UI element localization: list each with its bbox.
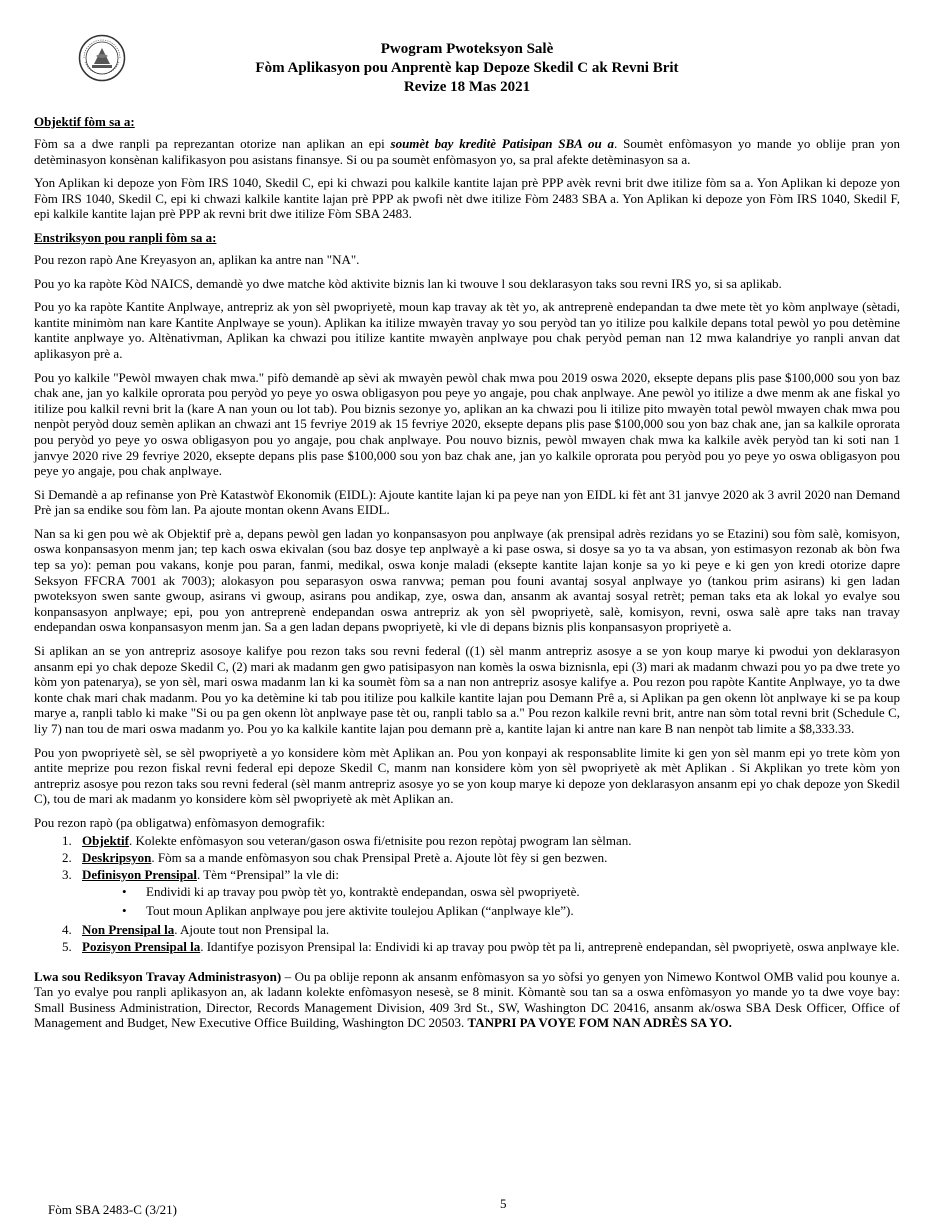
demographic-intro: Pou rezon rapò (pa obligatwa) enfòmasyon demografik:: [34, 814, 325, 830]
instructions-paragraph-2: Pou yo ka rapòte Kòd NAICS, demandè yo dwe matche kòd aktivite biznis lan ki twouve l sou deklarasyon taks sou revni IRS yo, si sa aplikab.: [34, 275, 782, 291]
objective-heading: Objektif fòm sa a:: [34, 114, 135, 129]
bullet-item: • Endividi ki ap travay pou pwòp tèt yo, kontraktè endepandan, oswa sèl pwopriyetè.: [122, 884, 900, 900]
instructions-paragraph-3: Pou yo ka rapòte Kantite Anplwaye, antrepriz ak yon sèl pwopriyetè, moun kap travay ak tèt yo, ak antreprenè endepandan ta dwe mete tèt yo kòm anplwaye (sètadi, kantite minimòm nan kare Kantite Anplwaye se youn). Aplikan ka itilize mwayèn travay yo sou peryòd tan yo itilize pou kalkile depans total pewòl yo pou detèmine kantite anplwaye yo. Altènativman, Aplikan ka chwazi pou itilize kantite mwayèn anplwaye pou chak peryòd peman nan 12 mwa kalandriye yo ranpli anvan dat aplikasyon prè a.: [34, 299, 900, 361]
objective-paragraph-2: Yon Aplikan ki depoze yon Fòm IRS 1040, Skedil C, epi ki chwazi pou kalkile kantite lajan prè PPP avèk revni brit dwe itilize fòm sa a. Yon Aplikan ki depoze yon Fòm IRS 1040, Skedil C, epi ki chwazi kalkile kantite lajan prè PPP ak pwofi nèt dwe itilize Fòm 2483 SBA a. Yon Aplikan ki depoze yon Fòm IRS 1040, Skedil F, epi kalkile kantite lajan prè PPP ak revni brit dwe itilize Fòm SBA 2483.: [34, 175, 900, 222]
list-item: 5. Pozisyon Prensipal la. Idantifye pozisyon Prensipal la: Endividi ki ap travay pou pwòp tèt pa li, antreprenè endepandan, sèl pwopriyetè, oswa anplwaye kle.: [62, 938, 900, 954]
instructions-paragraph-8: Pou yon pwopriyetè sèl, se sèl pwopriyetè a yo konsidere kòm mèt Aplikan an. Pou yon konpayi ak responsablite limite ki gen yon sèl manm epi yo trete kòm yon antite meprize pou rezon fiskal revni federal epi depoze Skedil C, manm nan konsidere kòm yon sèl pwopriyetè ak mèt Aplikan . Si Akplikan yo trete kòm yon antrepriz asosye pou rezon taks sou revni federal (sèl manm antrepriz asosye yo se yon koup marye ki depoze yon deklarasyon ansanm epi yo chak depoze yon Skedil C), tou de mari ak madanm yo konsidere kòm sèl pwopriyetè ak mèt Aplikan an.: [34, 744, 900, 807]
instructions-paragraph-5: Si Demandè a ap refinanse yon Prè Katastwòf Ekonomik (EIDL): Ajoute kantite lajan ki pa peye nan yon EIDL ki fèt ant 31 janvye 2020 ak 3 avril 2020 nan Demand Prè jan sa endike sou fòm lan. Pa ajoute montan okenn Avans EIDL.: [34, 486, 900, 518]
revision-date: Revize 18 Mas 2021: [403, 79, 531, 95]
form-title: Fòm Aplikasyon pou Anprentè kap Depoze Skedil C ak Revni Brit: [255, 60, 679, 76]
objective-paragraph-1: Fòm sa a dwe ranpli pa reprezantan otorize nan aplikan an epi soumèt bay kreditè Patisipan SBA ou a. Soumèt enfòmasyon yo mande yo oblije pran yon detèminasyon konsènan kalifikasyon pou asistans finansye. Si ou pa soumèt enfòmasyon yo, sa pral afekte detèminasyon sa a.: [34, 136, 901, 167]
footer-form-id: Fòm SBA 2483-C (3/21): [48, 1202, 177, 1217]
list-item: 3. Definisyon Prensipal. Tèm “Prensipal” la vle di: • Endividi ki ap travay pou pwòp tèt yo, kontraktè endepandan, oswa sèl pwopriyetè. • Tout moun Aplikan anplwaye pou jere aktivite toulejou Aplikan (“anplwaye kle”).: [62, 867, 900, 919]
program-title: Pwogram Pwoteksyon Salè: [380, 41, 554, 57]
instructions-paragraph-4: Pou yo kalkile "Pewòl mwayen chak mwa." pifò demandè ap sèvi ak mwayèn pewòl chak mwa pou 2019 oswa 2020, eksepte depans plis pase $100,000 sou yon baz chak ane, jan yo kalkile oprorata pou peryòd yo peye yo oswa obligasyon pou peye yo angaje, pou chak anplwaye. Ane pewòl yo itilize a dwe menm ak ane fiskal yo itilize pou kalkil revni brit la (kare A nan youn ou lot tab). Pou biznis sezonye yo, aplikan an ka chwazi pou li itilize pito mwayèn total pewòl mwayen chak mwa pou nenpòt peryòd douz semèn aplikan an chwazi ant 15 fevriye 2019 ak 15 fevriye 2020, eksepte depans plis pase $100,000 sou yon baz chak ane, jan sa kalkile oprorata pou peryòd yo peye yo oswa obligasyon pou yo angaje, pou chak anplwaye. Pou nouvo biznis, pewòl mwayen chak mwa ka kalkile avèk peryòd tan ki soti nan 1 janvye 2020 rive 29 fevriye 2020, eksepte depans plis pase $100,000 sou yon baz chak ane, jan yo kalkile oprorata pou peryòd pou yo peye yo oswa obligasyon pou peye yo angaje, pou chak anplwaye.: [34, 369, 900, 479]
list-item: 2. Deskripsyon. Fòm sa a mande enfòmasyon sou chak Prensipal Pretè a. Ajoute lòt fèy si gen bezwen.: [62, 849, 608, 865]
instructions-paragraph-1: Pou rezon rapò Ane Kreyasyon an, aplikan ka antre nan "NA".: [34, 251, 360, 267]
paperwork-reduction-notice: Lwa sou Rediksyon Travay Administrasyon) – Ou pa oblije reponn ak ansanm enfòmasyon sa yo sòfsi yo genyen yon Nimewo Kontwol OMB valid pou kounye a. Tan yo evalye pou ranpli aplikasyon an, ak ladann kolekte enfòmasyon nesesè, se 8 minit. Kòmantè sou tan sa a oswa enfòmasyon yo mande yo ta dwe voye bay: Small Business Administration, Director, Records Management Division, 409 3rd St., SW, Washington DC 20416, ansanm ak/oswa SBA Desk Officer, Office of Management and Budget, New Executive Office Building, Washington DC 20503. TANPRI PA VOYE FOM NAN ADRÈS SA YO.: [34, 968, 901, 1031]
title-block: [34, 40, 900, 97]
principal-definition-bullets: [82, 884, 900, 919]
bullet-item: • Tout moun Aplikan anplwaye pou jere aktivite toulejou Aplikan (“anplwaye kle”).: [122, 903, 900, 919]
list-item: 4. Non Prensipal la. Ajoute tout non Prensipal la.: [62, 921, 330, 937]
page-number: 5: [500, 1196, 507, 1211]
list-item: 1. Objektif. Kolekte enfòmasyon sou veteran/gason oswa fi/etnisite pou rezon repòtaj pwogram lan sèlman.: [62, 832, 632, 848]
document-page: [34, 0, 900, 1039]
instructions-heading: Enstriksyon pou ranpli fòm sa a:: [34, 229, 217, 245]
instructions-paragraph-6: Nan sa ki gen pou wè ak Objektif prè a, depans pewòl gen ladan yo konpansasyon pou anplwaye (ak prensipal adrès rezidans yo se Etazini) sou fòm salè, komisyon, oswa konpansasyon menm jan; tep kach oswa ekivalan (sou baz dosye tep anplwayè a ki pase oswa, si dosye sa yo ta va absan, yon estimasyon rezonab ak bòn fwa tep sa yo): peman pou vakans, konje pou paran, fanmi, medikal, oswa konje maladi (eksepte kantite lajan konje sa yo ki peye e ki gen yon kredi otorize dapre Seksyon FFCRA 7001 ak 7003); alokasyon pou separasyon oswa ranvwa; peman pou founi avantaj sosyal anplwaye yo (tankou prim asirans) ki gen ladan pwoteksyon swen sante gwoup, asirans vi gwoup, asirans pou andikap, zye, oswa dan, ansanm ak avantaj sosyal retrèt; peman taks eta ak lokal yo evalye sou konpansasyon anplwaye; epi, pou yon antreprenè endepandan oswa antrepriz ak yon sèl pwopriyetè, salè, komisyon, revni, oswa salè apre taks nan travay endepandan oswa konpansasyon menm jan. Sa a gen ladan depans pwopriyetè, ki vle di depans biznis plis konpansasyon propriyetè a.: [34, 525, 900, 635]
header: [34, 0, 900, 108]
instructions-paragraph-7: Si aplikan an se yon antrepriz asosoye kalifye pou rezon taks sou revni federal ((1) sèl manm antrepriz asosye a se yon koup marye ki pwodui yon deklarasyon ansanm epi yo chak depoze Skedil C, (2) mari ak madanm gen gwo patisipasyon nan komès la oswa biznisnla, epi (3) mari ak madanm chwazi pou yo pa dwe trete yo kòm yon patenarya), se yon sèl, mari oswa madanm lan ki ka soumèt fòm sa a nan non antrepriz asosye kalifye a. Pou rezon pou rapòte Kantite Anplwaye, yo ta dwe konte chak mari chak madanm. Pou yo ka detèmine ki tab pou itilize pou kalkile kantite lajan pou Demann Prê a, si Aplikan pa gen okenn lòt anplwaye ki se pa koup marye a, ranpli tablo ki make "Si ou pa gen okenn lòt anplwaye pase tèt ou, ranpli tablo sa a." Pou rezon kalkile revni brit, antre nan sòm total revni brit (Schedule C, liy 7) nan tou de mari oswa madanm yo. Pou yo ka kalkile kantite lajan pou demann prè a, kantite lajan ki antre nan kare B nan nenpòt tab limite a $8,333.33.: [34, 643, 900, 736]
demographic-list: [34, 833, 900, 955]
